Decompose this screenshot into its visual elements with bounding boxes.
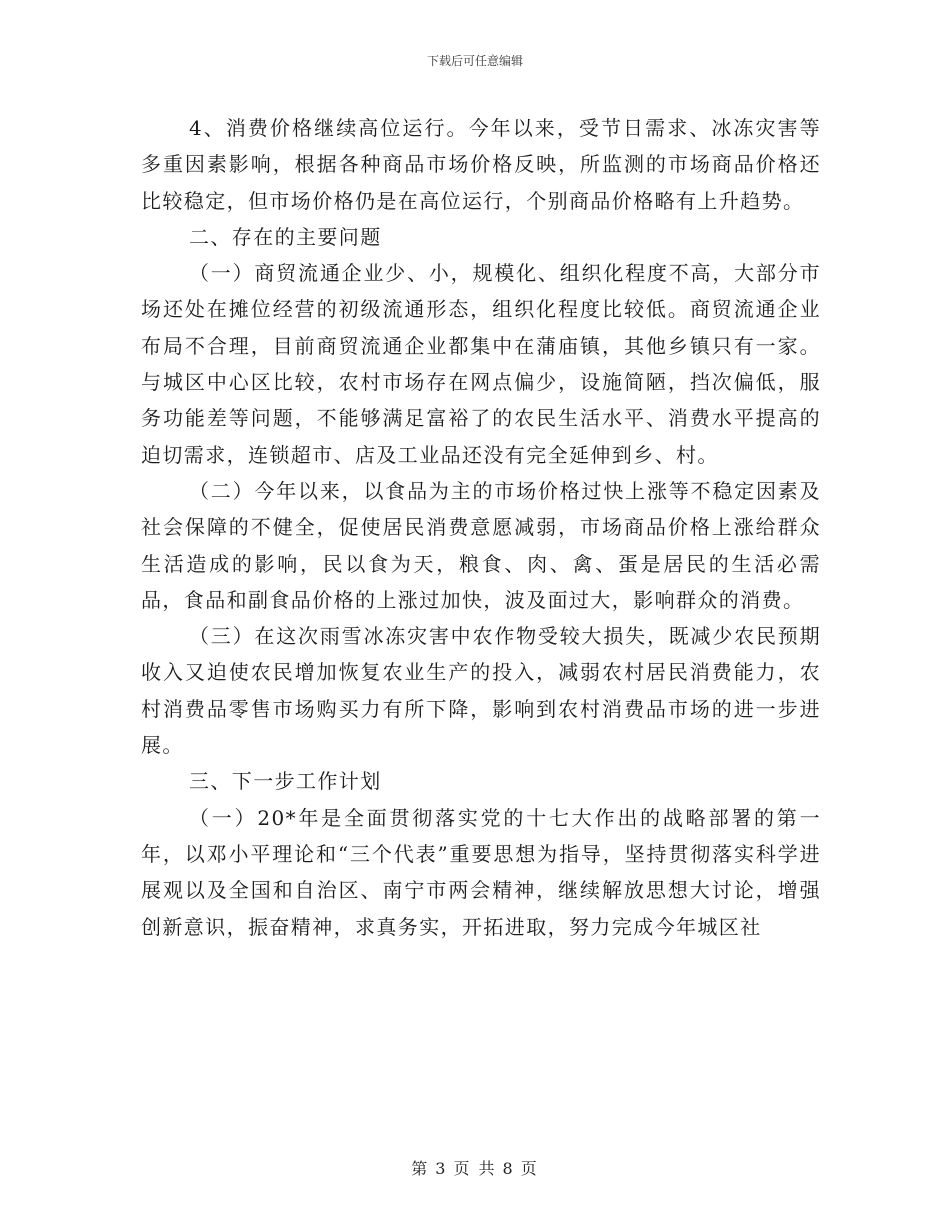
footer-page-number: 3 — [435, 1159, 448, 1178]
page-footer — [0, 1156, 950, 1179]
section-heading-next-plan: 三、下一步工作计划 — [189, 769, 382, 794]
paragraph-problem-3: （三）在这次雨雪冰冻灾害中农作物受较大损失，既减少农民预期收入又迫使农民增加恢复农业生产的投入，减弱农村居民消费能力，农村消费品零售市场购买力有所下降，影响到农村消费品市场的进一步进展。 — [141, 624, 821, 758]
footer-prefix: 第 — [411, 1159, 430, 1178]
paragraph-problem-1: （一）商贸流通企业少、小，规模化、组织化程度不高，大部分市场还处在摊位经营的初级流通形态，组织化程度比较低。商贸流通企业布局不合理，目前商贸流通企业都集中在蒲庙镇，其他乡镇只有一家。与城区中心区比较，农村市场存在网点偏少，设施简陋，挡次偏低，服务功能差等问题，不能够满足富裕了的农民生活水平、消费水平提高的迫切需求，连锁超市、店及工业品还没有完全延伸到乡、村。 — [141, 261, 821, 467]
paragraph-consumer-prices: 4、消费价格继续高位运行。今年以来，受节日需求、冰冻灾害等多重因素影响，根据各种商品市场价格反映，所监测的市场商品价格还比较稳定，但市场价格仍是在高位运行，个别商品价格略有上升趋势。 — [141, 116, 821, 213]
page-header: 下载后可任意编辑 — [426, 54, 523, 68]
paragraph-plan-1: （一）20*年是全面贯彻落实党的十七大作出的战略部署的第一年，以邓小平理论和“三个代表”重要思想为指导，坚持贯彻落实科学进展观以及全国和自治区、南宁市两会精神，继续解放思想大讨论，增强创新意识，振奋精神，求真务实，开拓进取，努力完成今年城区社 — [141, 805, 821, 939]
footer-middle: 页 共 — [453, 1159, 497, 1178]
document-body — [141, 110, 821, 945]
footer-total-pages: 8 — [502, 1159, 515, 1178]
paragraph-problem-2: （二）今年以来，以食品为主的市场价格过快上涨等不稳定因素及社会保障的不健全，促使居民消费意愿减弱，市场商品价格上涨给群众生活造成的影响，民以食为天，粮食、肉、禽、蛋是居民的生活必需品，食品和副食品价格的上涨过加快，波及面过大，影响群众的消费。 — [141, 478, 821, 612]
footer-suffix: 页 — [520, 1159, 539, 1178]
section-heading-main-problems: 二、存在的主要问题 — [189, 224, 382, 249]
